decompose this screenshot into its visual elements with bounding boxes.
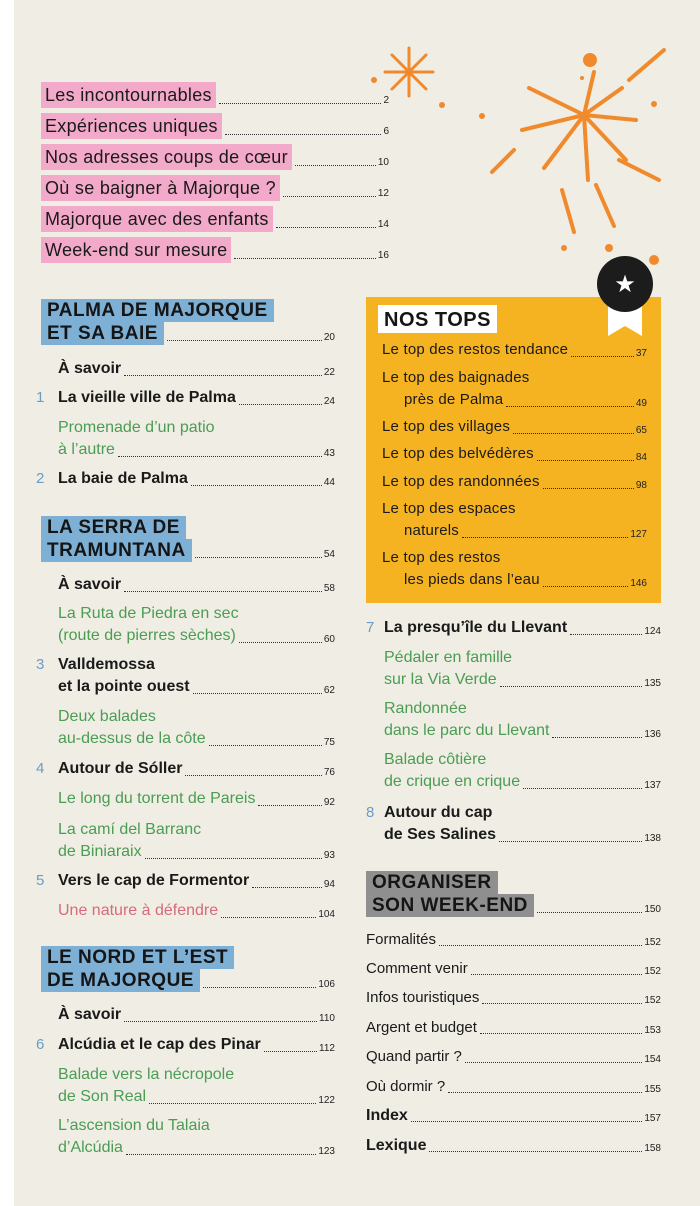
toc-highlight[interactable]: Les incontournables 2 xyxy=(41,82,389,108)
top-entry[interactable]: Le top des restos tendance 37 xyxy=(382,341,647,359)
section-header-palma[interactable]: PALMA DE MAJORQUE ET SA BAIE 20 xyxy=(41,299,335,345)
top-entry[interactable]: Le top des belvédères 84 xyxy=(382,445,647,463)
top-entry[interactable]: Le top des restos les pieds dans l’eau 146 xyxy=(382,549,647,589)
tops-box xyxy=(366,297,661,603)
toc-chapter[interactable]: Valldemossa et la pointe ouest 62 xyxy=(58,656,335,696)
chapter-number: 3 xyxy=(36,656,45,673)
toc-page xyxy=(14,0,700,1206)
section-header-organiser[interactable]: ORGANISER SON WEEK-END 150 xyxy=(366,871,661,917)
toc-chapter[interactable]: Autour du cap de Ses Salines 138 xyxy=(384,804,661,844)
toc-chapter[interactable]: La vieille ville de Palma 24 xyxy=(58,389,335,407)
tops-title: NOS TOPS xyxy=(378,305,497,333)
toc-chapter[interactable]: La presqu’île du Llevant 124 xyxy=(384,619,661,637)
toc-sub-entry[interactable]: Randonnée dans le parc du Llevant 136 xyxy=(384,700,661,740)
top-entry[interactable]: Le top des baignades près de Palma 49 xyxy=(382,369,647,409)
toc-sub-entry[interactable]: Promenade d’un patio à l’autre 43 xyxy=(58,419,335,459)
top-entry[interactable]: Le top des espaces naturels 127 xyxy=(382,500,647,540)
top-entry[interactable]: Le top des randonnées 98 xyxy=(382,473,647,491)
toc-entry-a-savoir[interactable]: À savoir 22 xyxy=(58,360,335,378)
section-header-serra[interactable]: LA SERRA DE TRAMUNTANA 54 xyxy=(41,516,335,562)
toc-sub-entry[interactable]: Une nature à défendre 104 xyxy=(58,902,335,920)
toc-practical-entry[interactable]: Comment venir 152 xyxy=(366,960,661,977)
toc-sub-entry[interactable]: Le long du torrent de Pareis 92 xyxy=(58,790,335,808)
top-entry[interactable]: Le top des villages 65 xyxy=(382,418,647,436)
toc-chapter[interactable]: Alcúdia et le cap des Pinar 112 xyxy=(58,1036,335,1054)
toc-sub-entry[interactable]: La camí del Barranc de Biniaraix 93 xyxy=(58,821,335,861)
chapter-number: 7 xyxy=(366,619,375,636)
toc-sub-entry[interactable]: Balade côtière de crique en crique 137 xyxy=(384,751,661,791)
chapter-number: 6 xyxy=(36,1036,45,1053)
toc-highlight[interactable]: Expériences uniques 6 xyxy=(41,113,389,139)
toc-practical-entry[interactable]: Où dormir ? 155 xyxy=(366,1078,661,1095)
toc-sub-entry[interactable]: L’ascension du Talaia d’Alcúdia 123 xyxy=(58,1117,335,1157)
chapter-number: 1 xyxy=(36,389,45,406)
toc-sub-entry[interactable]: La Ruta de Piedra en sec (route de pierres sèches) 60 xyxy=(58,605,335,645)
toc-chapter[interactable]: La baie de Palma 44 xyxy=(58,470,335,488)
section-header-nord[interactable]: LE NORD ET L’EST DE MAJORQUE 106 xyxy=(41,946,335,992)
toc-lexique[interactable]: Lexique 158 xyxy=(366,1137,661,1154)
chapter-number: 2 xyxy=(36,470,45,487)
toc-sub-entry[interactable]: Balade vers la nécropole de Son Real 122 xyxy=(58,1066,335,1106)
toc-highlight[interactable]: Majorque avec des enfants 14 xyxy=(41,206,389,232)
toc-sub-entry[interactable]: Deux balades au-dessus de la côte 75 xyxy=(58,708,335,748)
chapter-number: 8 xyxy=(366,804,375,821)
toc-highlight[interactable]: Où se baigner à Majorque ? 12 xyxy=(41,175,389,201)
firework-icon xyxy=(364,20,684,280)
toc-entry-a-savoir[interactable]: À savoir 110 xyxy=(58,1006,335,1024)
toc-highlight[interactable]: Nos adresses coups de cœur 10 xyxy=(41,144,389,170)
chapter-number: 4 xyxy=(36,760,45,777)
toc-chapter[interactable]: Vers le cap de Formentor 94 xyxy=(58,872,335,890)
toc-chapter[interactable]: Autour de Sóller 76 xyxy=(58,760,335,778)
star-icon: ★ xyxy=(597,256,653,312)
toc-practical-entry[interactable]: Quand partir ? 154 xyxy=(366,1048,661,1065)
toc-practical-entry[interactable]: Argent et budget 153 xyxy=(366,1019,661,1036)
toc-sub-entry[interactable]: Pédaler en famille sur la Via Verde 135 xyxy=(384,649,661,689)
toc-entry-a-savoir[interactable]: À savoir 58 xyxy=(58,576,335,594)
toc-practical-entry[interactable]: Formalités 152 xyxy=(366,931,661,948)
toc-highlight[interactable]: Week-end sur mesure 16 xyxy=(41,237,389,263)
toc-index[interactable]: Index 157 xyxy=(366,1107,661,1124)
toc-practical-entry[interactable]: Infos touristiques 152 xyxy=(366,989,661,1006)
chapter-number: 5 xyxy=(36,872,45,889)
